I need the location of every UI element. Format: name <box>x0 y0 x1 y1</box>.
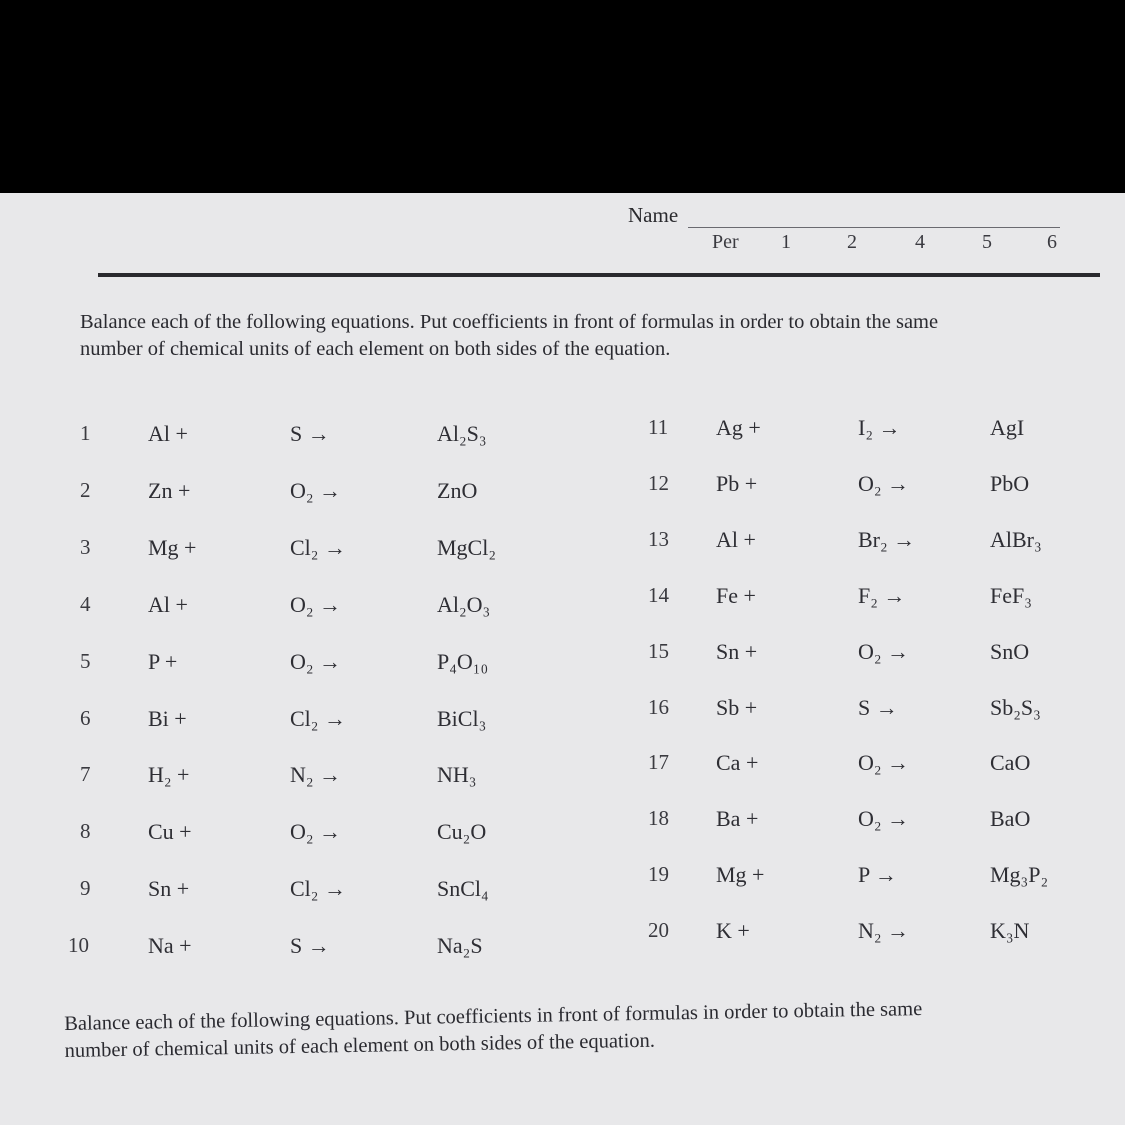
reactant-2: Cl₂ → <box>290 534 346 560</box>
product: PbO <box>990 470 1030 496</box>
reactant-2: O₂ → <box>290 477 342 503</box>
name-label: Name <box>628 203 679 227</box>
equation-number: 9 <box>80 876 91 901</box>
product: Al₂S₃ <box>437 421 487 446</box>
reactant-2: N₂ → <box>290 762 342 788</box>
period-4: 4 <box>915 231 925 253</box>
reactant-2: Br₂ → <box>858 526 916 552</box>
reactant-1: Bi + <box>148 705 187 731</box>
instructions-bottom <box>64 996 923 1065</box>
reactant-2: S → <box>858 694 898 720</box>
equation-number: 3 <box>80 534 91 559</box>
reactant-2: N₂ → <box>858 918 910 944</box>
product: Mg₃P₂ <box>990 862 1049 888</box>
product: CaO <box>990 750 1031 776</box>
product: ZnO <box>437 477 478 503</box>
equation-number: 4 <box>80 591 91 616</box>
reactant-2: S → <box>290 421 330 446</box>
reactant-1: Al + <box>716 526 756 552</box>
product: K₃N <box>990 918 1030 944</box>
equation-number: 18 <box>648 806 669 831</box>
instructions-top <box>80 309 938 363</box>
per-label: Per <box>712 231 739 253</box>
equation-number: 17 <box>648 750 669 775</box>
product: BaO <box>990 806 1031 832</box>
reactant-1: P + <box>148 648 178 674</box>
reactant-1: Ag + <box>716 415 761 440</box>
reactant-1: Sn + <box>148 876 190 902</box>
equation-number: 13 <box>648 526 669 551</box>
reactant-1: Sn + <box>716 638 758 664</box>
reactant-1: Fe + <box>716 582 756 608</box>
product: SnO <box>990 638 1030 664</box>
product: SnCl₄ <box>437 876 489 902</box>
reactant-1: Al + <box>148 591 188 617</box>
period-6: 6 <box>1047 231 1057 253</box>
product: Al₂O₃ <box>437 591 491 617</box>
period-2: 2 <box>847 231 857 253</box>
worksheet-page <box>0 193 1125 1125</box>
reactant-2: O₂ → <box>858 750 910 776</box>
product: NH₃ <box>437 762 477 788</box>
reactant-2: O₂ → <box>858 470 910 496</box>
product: P₄O₁₀ <box>437 648 489 674</box>
header-rule <box>98 273 1100 277</box>
name-line <box>688 227 1060 228</box>
reactant-2: O₂ → <box>290 648 342 674</box>
period-5: 5 <box>982 231 992 253</box>
period-1: 1 <box>781 231 791 253</box>
reactant-1: Cu + <box>148 819 192 845</box>
reactant-1: K + <box>716 918 750 944</box>
reactant-2: I₂ → <box>858 415 901 440</box>
equation-number: 2 <box>80 477 91 502</box>
product: Na₂S <box>437 933 483 959</box>
product: AlBr₃ <box>990 526 1042 552</box>
reactant-2: Cl₂ → <box>290 705 346 731</box>
equation-number: 19 <box>648 862 669 887</box>
reactant-2: O₂ → <box>290 591 342 617</box>
reactant-2: Cl₂ → <box>290 876 346 902</box>
product: BiCl₃ <box>437 705 487 731</box>
reactant-1: Mg + <box>716 862 765 888</box>
product: Cu₂O <box>437 819 487 845</box>
equation-number: 10 <box>68 933 89 958</box>
product: AgI <box>990 415 1025 440</box>
reactant-1: H₂ + <box>148 762 190 788</box>
reactant-1: Pb + <box>716 470 758 496</box>
reactant-1: Ca + <box>716 750 759 776</box>
reactant-1: Na + <box>148 933 192 959</box>
reactant-1: Al + <box>148 421 188 446</box>
equation-number: 16 <box>648 694 669 719</box>
reactant-2: O₂ → <box>858 638 910 664</box>
equation-number: 11 <box>648 415 669 439</box>
reactant-2: F₂ → <box>858 582 906 608</box>
reactant-1: Mg + <box>148 534 197 560</box>
equation-number: 12 <box>648 470 669 495</box>
product: MgCl₂ <box>437 534 497 560</box>
equation-number: 14 <box>648 582 669 607</box>
product: FeF₃ <box>990 582 1032 608</box>
reactant-2: S → <box>290 933 330 959</box>
reactant-2: O₂ → <box>290 819 342 845</box>
reactant-1: Zn + <box>148 477 191 503</box>
equation-number: 20 <box>648 918 669 943</box>
equation-number: 6 <box>80 705 91 730</box>
equation-number: 7 <box>80 762 91 787</box>
equation-number: 15 <box>648 638 669 663</box>
equation-number: 8 <box>80 819 91 844</box>
instructions-line-1: Balance each of the following equations. Put coefficients in front of formulas in order to obtain the same <box>80 311 939 333</box>
equation-number: 1 <box>80 421 91 445</box>
reactant-2: P → <box>858 862 897 888</box>
reactant-1: Ba + <box>716 806 759 832</box>
reactant-1: Sb + <box>716 694 758 720</box>
instructions-bottom-line-1: Balance each of the following equations. Put coefficients in front of formulas in order to obtain the same <box>64 998 923 1035</box>
instructions-line-2: number of chemical units of each element on both sides of the equation. <box>80 338 671 360</box>
reactant-2: O₂ → <box>858 806 910 832</box>
instructions-bottom-line-2: number of chemical units of each element on both sides of the equation. <box>64 1029 656 1062</box>
equation-number: 5 <box>80 648 91 673</box>
product: Sb₂S₃ <box>990 694 1041 720</box>
